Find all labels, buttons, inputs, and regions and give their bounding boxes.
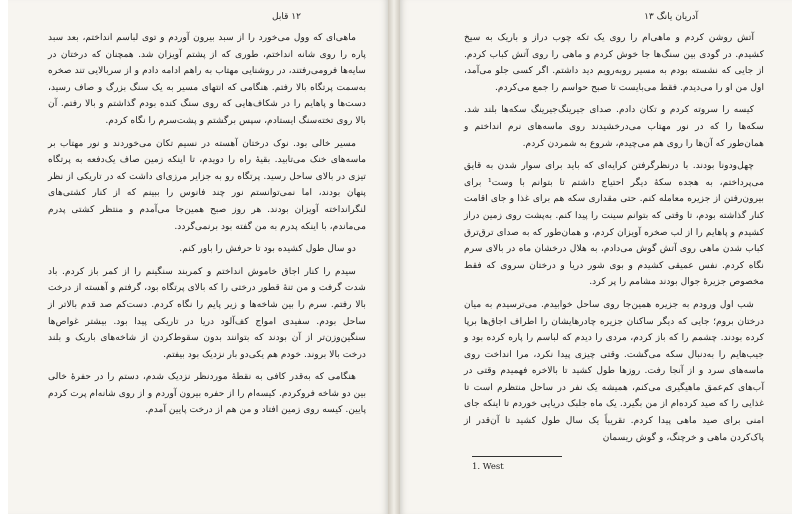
right-body-text (464, 30, 764, 452)
paragraph: کیسه را سروته کردم و تکان دادم. صدای جیرینگ‌جیرینگ سکه‌ها بلند شد. سکه‌ها را که در نور مهتاب می‌درخشیدند روی ماسه‌های نرم انداختم و همان‌طور که آن‌ها را روی هم می‌چیدم، شروع به شمردن کردم. (464, 104, 764, 149)
paragraph: سیدم را کنار اجاق خاموش انداختم و کمربند سنگینم را از کمر باز کردم. باد شدت گرفت و من تنهٔ قطور درختی را که بالای پرتگاه بود، گرفتم و آهسته از درخت بالا رفتم. سرم را بین شاخه‌ها و زیر پایم را نگاه کردم. دست‌کم صد قدم بالاتر از ساحل بودم. سفیدی امواج کف‌آلود دریا در تاریکی پیدا بود. بیشتر غواص‌ها سنگین‌وزن‌تر از آن بودند که بتوانند بدون سقوط‌کردن از شاخه‌های باریک و بلند درخت بالا بروند. خودم هم یکی‌دو بار نزدیک بود بیفتم. (48, 265, 366, 360)
paragraph: هنگامی که به‌قدر کافی به نقطهٔ موردنظر نزدیک شدم، دستم را در حفرهٔ خالی بین دو شاخه فروکردم. کیسه‌ام را از حفره بیرون آوردم و از روی شانه‌ام پرت کردم پایین. کیسه روی زمین افتاد و من هم از درخت پایین آمدم. (48, 371, 366, 416)
paragraph: آتش روشن کردم و ماهی‌ام را روی یک تکه چوب دراز و باریک به سیخ کشیدم. در گودی بین سنگ‌ها جا خوش کردم و ماهی را روی آتش کباب کردم. از جایی که نشسته بودم به مسیر روبه‌رویم دید داشتم. اگر کسی جلو می‌آمد، اول من او را می‌دیدم. فقط می‌بایست تا صبح حواسم را جمع می‌کردم. (464, 32, 764, 93)
paragraph: ماهی‌ای که وول می‌خورد را از سبد بیرون آوردم و توی لباسم انداختم، بعد سبد پاره را روی شانه انداختم، طوری که از پشتم آویزان شد. همچنان که درختان در سایه‌ها فرومی‌رفتند، در روشنایی مهتاب به راهم ادامه دادم و از سربالایی تند صخره به‌سمت پرتگاه بالا رفتم. هنگامی که انتهای مسیر به یک سنگ بزرگ و صاف رسید، دست‌ها و پاهایم را در شکاف‌هایی که روی سنگ کنده بودم گذاشتم و بالا رفتم. آن بالا روی تخته‌سنگ ایستادم، سپس برگشتم و پشت‌سرم را نگاه کردم. (48, 32, 366, 126)
right-page (400, 0, 792, 514)
paragraph: شب اول ورودم به جزیره همین‌جا روی ساحل خوابیدم. می‌ترسیدم به میان درختان بروم؛ جایی که دیگر ساکنان جزیره چادرهایشان را اطراف اجاق‌ها برپا کرده بودند. چشمم را که باز کردم، مردی را دیدم که لباسم را پاره کرده بود و جیب‌هایم را به‌دنبال سکه می‌گشت. وقتی چیزی پیدا نکرد، مرا انداخت روی ماسه‌های سرد و از آنجا رفت. روزها طول کشید تا بالاخره فهمیدم وقتی در آب‌های کم‌عمق ماهیگیری می‌کنم، همیشه یک نفر در ساحل منتظرم است تا غذایی را که صید کرده‌ام از من بگیرد. یک ماه جلبک دریایی خوردم تا اینکه جای امنی برای صید ماهی پیدا کردم. تقریباً یک سال طول کشید تا آن‌قدر از پاک‌کردن ماهی و خرچنگ، و گوش ریسمان‌ (464, 298, 764, 443)
left-page (8, 0, 388, 514)
paragraph: دو سال طول کشیده بود تا حرفش را باور کنم. (179, 243, 356, 255)
right-running-head: آدریان یانگ ١٣ (644, 12, 698, 22)
left-running-head: ١٢ قابل (272, 12, 301, 22)
footnote: 1. West (472, 462, 504, 472)
book-gutter (388, 0, 400, 514)
paragraph: چهل‌ودونا بودند. با درنظرگرفتن کرایه‌ای که باید برای سوار شدن به قایق می‌پرداختم، به هجده سکهٔ دیگر احتیاج داشتم تا بتوانم با وست¹ برای بیرون‌رفتن از جزیره معامله کنم. حتی مقداری سکه هم برای غذا و جای اقامت کنار گذاشته بودم، تا وقتی که بتوانم سینت را پیدا کنم. به‌پشت روی زمین دراز کشیدم و پاهایم را از لب صخره آویزان کردم، و همان‌طور که به صدای ترق‌ترق کباب شدن ماهی روی آتش گوش می‌دادم، به هلال درخشان ماه در بالای سرم نگاه کردم. نفس عمیقی کشیدم و بوی شور دریا و درختان سروی که فقط مخصوص جزیرهٔ جوال بودند مشامم را پر کرد. (464, 160, 764, 288)
paragraph: مسیر خالی بود. نوک درختان آهسته در نسیم تکان می‌خوردند و نور مهتاب بر ماسه‌های خنک می‌تابید. بقیهٔ راه را دویدم، تا اینکه زمین صاف یک‌دفعه به پرتگاه تیزی در بالای ساحل رسید. پرتگاه رو به جزایر مرزی‌ای داشت که در تاریکی از نظر پنهان بودند، اما نمی‌توانستم نور چند فانوس را ببینم که از کنار کشتی‌های لنگرانداخته آویزان بودند. هر روز صبح همین‌جا می‌آمدم و منتظر کشتی پدرم می‌ماندم، با اینکه پدرم به من گفته بود برنمی‌گردد. (48, 137, 366, 232)
footnote-rule (472, 456, 562, 457)
left-body-text (48, 30, 366, 425)
